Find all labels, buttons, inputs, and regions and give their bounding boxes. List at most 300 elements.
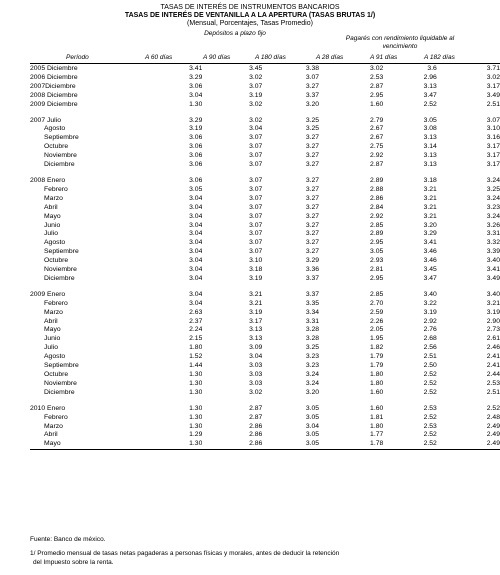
rate-pag-28: 1.79	[370, 362, 384, 370]
rate-dep-60: 2.63	[189, 308, 203, 316]
rate-dep-180: 3.23	[305, 362, 320, 370]
table-row	[30, 257, 500, 266]
period-label: Diciembre	[44, 388, 75, 396]
rate-dep-180: 3.27	[305, 152, 320, 160]
rate-pag-182: 3.10	[486, 125, 500, 133]
rate-pag-28: 2.53	[370, 73, 384, 81]
rate-dep-180: 3.25	[305, 116, 320, 124]
rate-dep-60: 3.04	[189, 212, 203, 220]
promissory-group-line1: Pagarés con rendimiento liquidable al	[345, 35, 455, 42]
table-row	[30, 195, 500, 204]
table-row	[30, 222, 500, 231]
period-label: 2006 Diciembre	[30, 73, 78, 81]
rate-dep-180: 3.27	[305, 212, 320, 220]
col-header-pag-28: A 28 días	[316, 54, 344, 61]
rate-pag-28: 2.26	[370, 317, 384, 325]
table-row	[30, 431, 500, 440]
table-row	[30, 248, 500, 257]
rate-pag-28: 3.05	[370, 248, 384, 256]
rate-dep-60: 1.29	[189, 431, 203, 439]
promissory-group-line2: vencimiento	[382, 43, 418, 50]
deposits-group-header: Depósitos a plazo fijo	[204, 30, 266, 37]
period-label: Febrero	[44, 185, 68, 193]
rate-pag-28: 1.80	[370, 379, 384, 387]
table-row	[30, 389, 500, 398]
table-row	[30, 161, 500, 170]
period-label: Mayo	[44, 326, 61, 334]
rate-pag-182: 3.17	[486, 161, 500, 169]
rate-dep-180: 3.05	[305, 431, 320, 439]
rate-dep-180: 3.31	[305, 317, 320, 325]
rate-pag-91: 2.52	[423, 413, 437, 421]
rate-dep-60: 3.19	[189, 125, 203, 133]
rate-pag-28: 1.80	[370, 371, 384, 378]
rate-dep-180: 3.34	[305, 308, 320, 316]
rate-dep-60: 3.06	[189, 161, 203, 169]
rate-dep-90: 3.02	[249, 116, 263, 124]
period-label: 2008 Diciembre	[30, 91, 78, 99]
rate-dep-90: 3.03	[249, 379, 263, 387]
rate-pag-182: 3.19	[486, 308, 500, 316]
table-title: TASAS DE INTERÉS DE VENTANILLA A LA APERTURA (TASAS BRUTAS 1/)	[124, 12, 376, 19]
rate-dep-90: 3.21	[249, 290, 263, 298]
rate-dep-60: 1.30	[148, 440, 203, 449]
rate-dep-60: 3.04	[189, 257, 203, 265]
rate-pag-91: 3.40	[423, 290, 437, 298]
rate-pag-91: 3.13	[423, 134, 437, 142]
period-label: Mayo	[30, 440, 148, 449]
rate-dep-180: 3.27	[305, 239, 320, 247]
rate-dep-90: 3.04	[249, 125, 263, 133]
rate-pag-182: 3.49	[486, 91, 500, 99]
rate-pag-91: 3.13	[423, 161, 437, 169]
period-label: Noviembre	[44, 152, 77, 160]
table-subtitle: (Mensual, Porcentajes, Tasas Promedio)	[187, 20, 313, 27]
rate-pag-91: 3.18	[423, 176, 437, 184]
table-row	[30, 275, 500, 284]
rate-pag-182: 2.53	[486, 379, 500, 387]
rate-pag-28: 2.87	[370, 82, 384, 90]
interest-rate-table	[30, 65, 500, 450]
rate-dep-60: 3.29	[189, 116, 203, 124]
rate-pag-182: 3.17	[486, 152, 500, 160]
rate-dep-180: 3.20	[305, 388, 320, 396]
rate-pag-182: 3.41	[486, 266, 500, 274]
rate-dep-90: 3.19	[249, 274, 263, 282]
period-label: Agosto	[44, 125, 66, 133]
rate-dep-60: 1.30	[189, 404, 203, 412]
rate-pag-28: 2.95	[370, 91, 384, 99]
table-row	[30, 362, 500, 371]
rate-pag-91: 2.56	[423, 344, 437, 352]
rate-dep-180: 3.25	[305, 125, 320, 133]
footnote-line2: del Impuesto sobre la renta.	[33, 559, 114, 566]
period-label: Diciembre	[44, 274, 75, 282]
rate-dep-180: 3.07	[305, 73, 320, 81]
table-row	[30, 266, 500, 275]
period-label: Julio	[44, 230, 58, 238]
rate-pag-91: 3.47	[423, 274, 437, 282]
rate-dep-90: 3.07	[249, 248, 263, 256]
rate-dep-180: 3.20	[305, 100, 320, 108]
section-spacer	[30, 170, 500, 177]
rate-pag-182: 3.21	[486, 299, 500, 307]
table-row	[30, 213, 500, 222]
col-header-pag-182: A 182 días	[424, 54, 455, 61]
rate-pag-182: 2.48	[486, 413, 500, 421]
rate-dep-180: 3.28	[305, 335, 320, 343]
period-label: Septiembre	[44, 362, 79, 370]
period-label: 2005 Diciembre	[30, 65, 78, 72]
rate-pag-182: 3.49	[486, 274, 500, 282]
period-label: Marzo	[44, 308, 63, 316]
rate-pag-91: 3.45	[423, 266, 437, 274]
rate-dep-60: 1.44	[189, 362, 203, 370]
rate-pag-182: 3.71	[486, 65, 500, 72]
rate-dep-180: 3.05	[305, 413, 320, 421]
rate-dep-90: 3.18	[249, 266, 263, 274]
rate-dep-180: 3.27	[305, 221, 320, 229]
rate-dep-90: 3.07	[249, 176, 263, 184]
rate-pag-28: 2.84	[370, 203, 384, 211]
rate-pag-91: 2.96	[423, 73, 437, 81]
rate-dep-90: 3.19	[249, 91, 263, 99]
rate-pag-182: 2.61	[486, 335, 500, 343]
rate-pag-28: 1.81	[370, 413, 384, 421]
rate-dep-60: 3.06	[189, 143, 203, 151]
table-row	[30, 335, 500, 344]
section-spacer	[30, 398, 500, 405]
table-row	[30, 65, 500, 74]
rate-dep-180: 3.23	[305, 353, 320, 361]
rate-dep-60: 1.30	[189, 100, 203, 108]
rate-dep-60: 1.30	[189, 379, 203, 387]
period-label: Octubre	[44, 143, 69, 151]
rate-pag-28: 2.93	[370, 257, 384, 265]
rate-pag-91: 3.21	[423, 194, 437, 202]
period-label: Mayo	[44, 212, 61, 220]
rate-pag-91: 3.13	[423, 82, 437, 90]
rate-dep-180: 3.25	[305, 344, 320, 352]
rate-dep-60: 3.04	[189, 91, 203, 99]
rate-pag-182: 2.51	[486, 100, 500, 108]
rate-dep-60: 2.24	[189, 326, 203, 334]
rate-dep-90: 3.07	[249, 221, 263, 229]
rate-pag-28: 1.78	[319, 440, 383, 449]
rate-pag-182: 2.49	[486, 431, 500, 439]
rate-dep-180: 3.05	[305, 404, 320, 412]
rate-pag-91: 3.47	[423, 91, 437, 99]
rate-dep-90: 3.13	[249, 326, 263, 334]
period-label: 2007Diciembre	[30, 82, 76, 90]
rate-dep-60: 2.15	[189, 335, 203, 343]
table-row	[30, 143, 500, 152]
rate-pag-28: 2.85	[370, 290, 384, 298]
rate-pag-91: 2.50	[423, 362, 437, 370]
rate-pag-28: 2.05	[370, 326, 384, 334]
rate-pag-28: 2.67	[370, 125, 384, 133]
rate-pag-28: 2.81	[370, 266, 384, 274]
rate-dep-90: 3.03	[249, 362, 263, 370]
rate-dep-180: 3.27	[305, 82, 320, 90]
rate-pag-28: 2.88	[370, 185, 384, 193]
rate-dep-60: 1.80	[189, 344, 203, 352]
table-row	[30, 230, 500, 239]
table-row	[30, 83, 500, 92]
table-row	[30, 380, 500, 389]
rate-pag-91: 3.05	[423, 116, 437, 124]
rate-dep-60: 3.04	[189, 221, 203, 229]
rate-dep-180: 3.24	[305, 371, 320, 378]
rate-dep-60: 3.06	[189, 134, 203, 142]
rate-pag-28: 2.95	[370, 239, 384, 247]
rate-pag-28: 2.59	[370, 308, 384, 316]
rate-pag-28: 1.60	[370, 404, 384, 412]
rate-pag-91: 3.41	[423, 239, 437, 247]
rate-pag-91: 2.53	[423, 422, 437, 430]
table-row	[30, 440, 500, 449]
rate-pag-28: 2.89	[370, 230, 384, 238]
rate-dep-90: 3.07	[249, 230, 263, 238]
period-label: Febrero	[44, 413, 68, 421]
rate-dep-90: 3.13	[249, 335, 263, 343]
period-label: Noviembre	[44, 379, 77, 387]
rate-dep-60: 3.04	[189, 230, 203, 238]
table-row	[30, 117, 500, 126]
rate-pag-28: 1.82	[370, 344, 384, 352]
rate-dep-60: 1.30	[189, 413, 203, 421]
rate-dep-90: 3.45	[249, 65, 263, 72]
source-note: Fuente: Banco de méxico.	[30, 536, 106, 543]
table-row	[30, 152, 500, 161]
rate-pag-182: 2.90	[486, 317, 500, 325]
rate-pag-91: 2.52	[423, 379, 437, 387]
period-label: 2007 Julio	[30, 116, 61, 124]
rate-dep-90: 3.17	[249, 317, 263, 325]
rate-pag-91: 3.46	[423, 257, 437, 265]
table-row	[30, 326, 500, 335]
rate-pag-182: 2.49	[486, 422, 500, 430]
rate-pag-28: 2.86	[370, 194, 384, 202]
table-row	[30, 300, 500, 309]
rate-pag-182: 3.31	[486, 230, 500, 238]
rate-pag-91: 3.46	[423, 248, 437, 256]
rate-pag-28: 2.70	[370, 299, 384, 307]
rate-pag-91: 2.53	[423, 404, 437, 412]
rate-pag-91: 3.21	[423, 203, 437, 211]
rate-pag-28: 3.02	[370, 65, 384, 72]
rate-pag-182: 3.39	[486, 248, 500, 256]
rate-dep-60: 1.30	[189, 371, 203, 378]
rate-pag-182: 3.25	[486, 185, 500, 193]
rate-pag-28: 1.60	[370, 388, 384, 396]
rate-pag-28: 2.85	[370, 221, 384, 229]
rate-dep-90: 3.07	[249, 194, 263, 202]
rate-pag-91: 2.52	[383, 440, 437, 449]
rate-dep-60: 1.52	[189, 353, 203, 361]
period-label: Octubre	[44, 257, 69, 265]
table-row	[30, 239, 500, 248]
period-label: Marzo	[44, 194, 63, 202]
rate-pag-91: 3.19	[423, 308, 437, 316]
col-header-dep-90: A 90 días	[203, 54, 231, 61]
rate-pag-182: 3.17	[486, 82, 500, 90]
rate-dep-180: 3.27	[305, 230, 320, 238]
rate-dep-90: 3.21	[249, 299, 263, 307]
rate-dep-90: 3.07	[249, 143, 263, 151]
table-row	[30, 125, 500, 134]
footnote-line1: 1/ Promedio mensual de tasas netas pagaderas a personas físicas y morales, antes de deducir la retención	[30, 550, 340, 557]
rate-pag-28: 1.79	[370, 353, 384, 361]
table-row	[30, 92, 500, 101]
table-row	[30, 405, 500, 414]
rate-dep-60: 3.04	[189, 274, 203, 282]
rate-pag-28: 2.67	[370, 134, 384, 142]
table-row	[30, 414, 500, 423]
rate-dep-90: 3.02	[249, 388, 263, 396]
rate-dep-60: 3.41	[189, 65, 203, 72]
rate-pag-182: 3.16	[486, 134, 500, 142]
rate-pag-28: 1.95	[370, 335, 384, 343]
period-label: Julio	[44, 344, 58, 352]
rate-pag-91: 2.92	[423, 317, 437, 325]
rate-dep-180: 3.27	[305, 161, 320, 169]
rate-pag-28: 1.60	[370, 100, 384, 108]
rate-pag-91: 2.52	[423, 431, 437, 439]
rate-pag-28: 2.95	[370, 274, 384, 282]
table-row	[30, 74, 500, 83]
rate-dep-90: 3.07	[249, 161, 263, 169]
table-row	[30, 134, 500, 143]
rate-dep-60: 3.04	[189, 290, 203, 298]
table-row	[30, 371, 500, 380]
table-row	[30, 204, 500, 213]
rate-pag-182: 3.26	[486, 221, 500, 229]
period-label: Septiembre	[44, 248, 79, 256]
period-label: Septiembre	[44, 134, 79, 142]
rate-dep-60: 1.30	[189, 388, 203, 396]
table-row	[30, 353, 500, 362]
rate-pag-28: 2.92	[370, 212, 384, 220]
rate-dep-180: 3.27	[305, 185, 320, 193]
rate-dep-60: 3.06	[189, 176, 203, 184]
period-label: Noviembre	[44, 266, 77, 274]
rate-dep-180: 3.37	[305, 274, 320, 282]
table-row	[30, 101, 500, 110]
rate-dep-180: 3.36	[305, 266, 320, 274]
rate-dep-60: 3.29	[189, 73, 203, 81]
rate-dep-90: 2.87	[249, 404, 263, 412]
rate-dep-180: 3.05	[262, 440, 319, 449]
rate-pag-91: 3.21	[423, 185, 437, 193]
rate-pag-91: 3.14	[423, 143, 437, 151]
rate-dep-180: 3.24	[305, 379, 320, 387]
rate-pag-182: 3.24	[486, 176, 500, 184]
rate-pag-91: 2.68	[423, 335, 437, 343]
rate-dep-60: 3.05	[189, 185, 203, 193]
rate-dep-180: 3.27	[305, 176, 320, 184]
rate-pag-182: 3.24	[486, 194, 500, 202]
rate-dep-90: 2.86	[249, 431, 263, 439]
rate-dep-90: 3.07	[249, 212, 263, 220]
rate-dep-180: 3.37	[305, 91, 320, 99]
rate-dep-90: 3.07	[249, 203, 263, 211]
rate-pag-91: 3.29	[423, 230, 437, 238]
rate-dep-180: 3.04	[305, 422, 320, 430]
period-label: Agosto	[44, 239, 66, 247]
rate-dep-90: 3.09	[249, 344, 263, 352]
rate-pag-182: 2.44	[486, 371, 500, 378]
rate-pag-91: 3.6	[427, 65, 437, 72]
col-header-pag-91: A 91 días	[370, 54, 398, 61]
period-label: Marzo	[44, 422, 63, 430]
rate-pag-182: 3.24	[486, 212, 500, 220]
table-row	[30, 309, 500, 318]
rate-pag-91: 2.51	[423, 353, 437, 361]
table-row	[30, 344, 500, 353]
rate-dep-90: 3.07	[249, 134, 263, 142]
rate-dep-90: 3.07	[249, 82, 263, 90]
table-row	[30, 186, 500, 195]
rate-dep-60: 3.06	[189, 152, 203, 160]
section-spacer	[30, 110, 500, 117]
rate-pag-91: 3.22	[423, 299, 437, 307]
period-label: Junio	[44, 221, 61, 229]
table-row	[30, 318, 500, 327]
rate-dep-90: 3.03	[249, 371, 263, 378]
rate-pag-91: 2.52	[423, 371, 437, 378]
period-label: 2010 Enero	[30, 404, 66, 412]
period-label: Febrero	[44, 299, 68, 307]
rate-dep-60: 3.04	[189, 248, 203, 256]
rate-dep-180: 3.28	[305, 326, 320, 334]
rate-pag-28: 2.92	[370, 152, 384, 160]
rate-pag-91: 3.20	[423, 221, 437, 229]
period-label: Octubre	[44, 371, 69, 378]
rate-dep-180: 3.37	[305, 290, 320, 298]
rate-pag-182: 3.07	[486, 116, 500, 124]
rate-dep-90: 3.07	[249, 239, 263, 247]
rate-dep-90: 3.07	[249, 185, 263, 193]
rate-dep-90: 3.07	[249, 152, 263, 160]
rate-pag-91: 2.76	[423, 326, 437, 334]
period-label: 2008 Enero	[30, 176, 66, 184]
section-spacer	[30, 284, 500, 291]
rate-pag-182: 2.52	[486, 404, 500, 412]
rate-pag-182: 2.41	[486, 362, 500, 370]
table-row	[30, 177, 500, 186]
rate-pag-91: 3.08	[423, 125, 437, 133]
period-label: Diciembre	[44, 161, 75, 169]
period-label: Abril	[44, 431, 58, 439]
period-label: 2009 Diciembre	[30, 100, 78, 108]
rate-dep-90: 2.86	[249, 422, 263, 430]
rate-pag-182: 3.17	[486, 143, 500, 151]
rate-dep-60: 3.06	[189, 82, 203, 90]
rate-pag-182: 2.49	[437, 440, 500, 449]
rate-dep-90: 2.87	[249, 413, 263, 421]
rate-pag-28: 2.79	[370, 116, 384, 124]
rate-dep-90: 3.10	[249, 257, 263, 265]
rate-pag-182: 2.41	[486, 353, 500, 361]
col-header-dep-60: A 60 días	[145, 54, 173, 61]
rate-dep-180: 3.35	[305, 299, 320, 307]
rate-dep-60: 3.04	[189, 203, 203, 211]
rate-dep-90: 3.02	[249, 73, 263, 81]
rate-pag-28: 1.80	[370, 422, 384, 430]
rate-pag-91: 3.13	[423, 152, 437, 160]
report-title: TASAS DE INTERÉS DE INSTRUMENTOS BANCARIOS	[160, 4, 340, 11]
